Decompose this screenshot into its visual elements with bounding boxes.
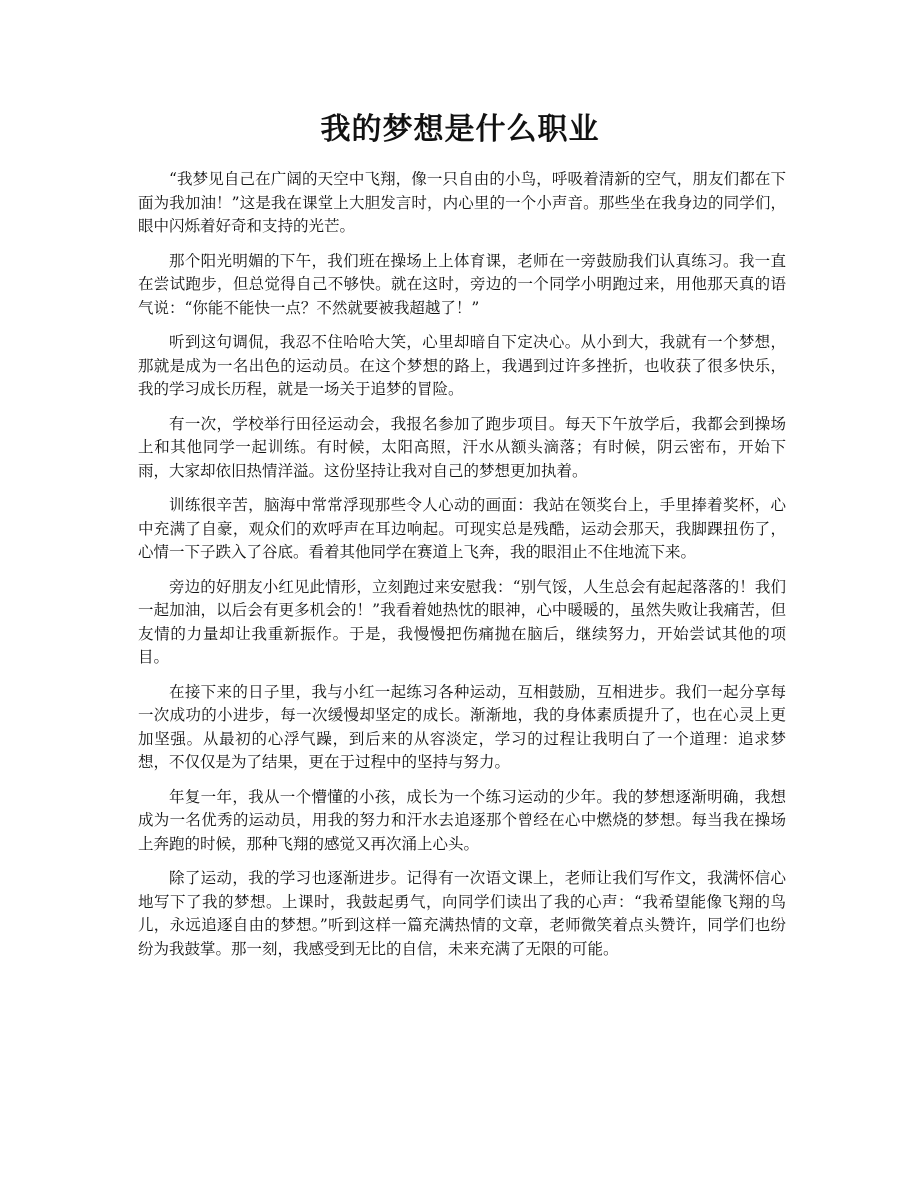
- paragraph-4: 有一次，学校举行田径运动会，我报名参加了跑步项目。每天下午放学后，我都会到操场上和其他同学一起训练。有时候，太阳高照，汗水从额头滴落；有时候，阴云密布，开始下雨，大家却依旧热情洋溢。这份坚持让我对自己的梦想更加执着。: [138, 414, 786, 480]
- paragraph-5: 训练很辛苦，脑海中常常浮现那些令人心动的画面：我站在领奖台上，手里捧着奖杯，心中充满了自豪，观众们的欢呼声在耳边响起。可现实总是残酷，运动会那天，我脚踝扭伤了，心情一下子跌入了谷底。看着其他同学在赛道上飞奔，我的眼泪止不住地流下来。: [138, 496, 786, 561]
- paragraph-7: 在接下来的日子里，我与小红一起练习各种运动，互相鼓励，互相进步。我们一起分享每一次成功的小进步，每一次缓慢却坚定的成长。渐渐地，我的身体素质提升了，也在心灵上更加坚强。从最初的心浮气躁，到后来的从容淡定，学习的过程让我明白了一个道理：追求梦想，不仅仅是为了结果，更在于过程中的坚持与努力。: [138, 682, 786, 771]
- paragraph-1: “我梦见自己在广阔的天空中飞翔，像一只自由的小鸟，呼吸着清新的空气，朋友们都在下面为我加油！”这是我在课堂上大胆发言时，内心里的一个小声音。那些坐在我身边的同学们，眼中闪烁着好奇和支持的光芒。: [138, 170, 786, 235]
- paragraph-2: 那个阳光明媚的下午，我们班在操场上上体育课，老师在一旁鼓励我们认真练习。我一直在尝试跑步，但总觉得自己不够快。就在这时，旁边的一个同学小明跑过来，用他那天真的语气说：“你能不能快一点？不然就要被我超越了！”: [138, 251, 786, 317]
- paragraph-3: 听到这句调侃，我忍不住哈哈大笑，心里却暗自下定决心。从小到大，我就有一个梦想，那就是成为一名出色的运动员。在这个梦想的路上，我遇到过许多挫折，也收获了很多快乐，我的学习成长历程，就是一场关于追梦的冒险。: [138, 333, 786, 398]
- paragraph-8: 年复一年，我从一个懵懂的小孩，成长为一个练习运动的少年。我的梦想逐渐明确，我想成为一名优秀的运动员，用我的努力和汗水去追逐那个曾经在心中燃烧的梦想。每当我在操场上奔跑的时候，那种飞翔的感觉又再次涌上心头。: [138, 787, 786, 853]
- document-body: [138, 168, 786, 972]
- paragraph-9: 除了运动，我的学习也逐渐进步。记得有一次语文课上，老师让我们写作文，我满怀信心地写下了我的梦想。上课时，我鼓起勇气，向同学们读出了我的心声：“我希望能像飞翔的鸟儿，永远追逐自由的梦想。”听到这样一篇充满热情的文章，老师微笑着点头赞许，同学们也纷纷为我鼓掌。那一刻，我感受到无比的自信，未来充满了无限的可能。: [138, 869, 786, 958]
- paragraph-6: 旁边的好朋友小红见此情形，立刻跑过来安慰我：“别气馁，人生总会有起起落落的！我们一起加油，以后会有更多机会的！”我看着她热忱的眼神，心中暖暖的，虽然失败让我痛苦，但友情的力量却让我重新振作。于是，我慢慢把伤痛抛在脑后，继续努力，开始尝试其他的项目。: [138, 577, 786, 666]
- document-title: 我的梦想是什么职业: [320, 112, 600, 147]
